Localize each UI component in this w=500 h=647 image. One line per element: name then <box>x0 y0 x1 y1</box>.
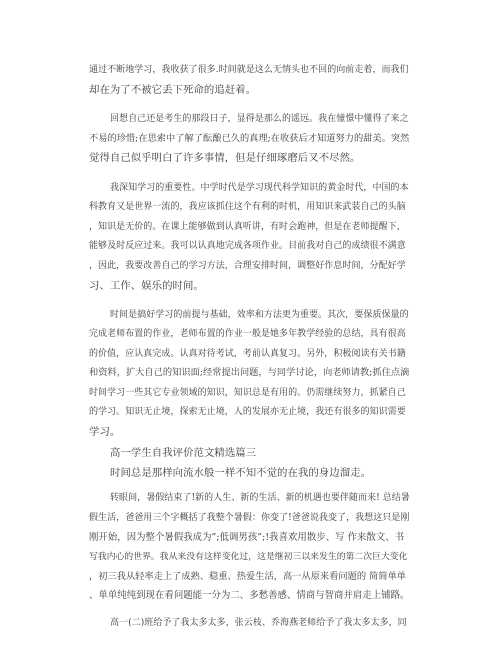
paragraph-3-line-6: 习、工作、娱乐的时间。 <box>89 280 204 292</box>
paragraph-3-line-1: 我深知学习的重要性。中学时代是学习现代科学知识的黄金时代，中国的本 <box>110 183 409 193</box>
paragraph-2-line-3: 觉得自己似乎明白了许多事情，但是仔细琢磨后又不尽然。 <box>89 152 361 164</box>
paragraph-4-line-3: 的价值，应认真完成。认真对待考试，考前认真复习。另外，积极阅读有关书籍 <box>89 349 406 359</box>
paragraph-6-line-4: 写我内心的世界。我从来没有这样变化过，这是继初三以来发生的第二次巨大变化 <box>89 552 408 562</box>
paragraph-6-line-1: 转眼间，暑假结束了!新的人生、新的生活、新的机遇也要伴随而来! 总结暑 <box>110 493 410 503</box>
paragraph-5-line-1: 时间总是那样向流水般一样不知不觉的在我的身边溜走。 <box>110 467 372 479</box>
paragraph-2-line-2: 不易的珍惜;在思索中了解了酝酿已久的真理;在收获后才知道努力的甜美。突然 <box>89 133 410 144</box>
paragraph-4-line-2: 完成老师布置的作业，老师布置的作业一般是她多年教学经验的总结，具有很高 <box>89 329 406 339</box>
paragraph-4-line-5: 时间学习一些其它专业领域的知识，知识总是有用的。仍需继续努力，抓紧自己 <box>89 388 406 398</box>
paragraph-2-line-1: 回想自己还是考生的那段日子，显得是那么的遥远。我在憧憬中懂得了来之 <box>110 114 409 124</box>
paragraph-4-line-6: 的学习。知识无止境，探索无止境，人的发展亦无止境，我还有很多的知识需要 <box>89 407 406 417</box>
paragraph-3-line-4: 能够及时反应过来。我可以认真地完成各项作业。目前我对自己的成绩很不满意 <box>89 241 406 251</box>
paragraph-7-line-1: 高一(二)班给予了我太多太多，张云枝、乔海燕老师给予了我太多太多，同 <box>110 618 407 628</box>
paragraph-4-line-4: 和资料，扩大自己的知识面;经常提出问题，与同学讨论，向老师请教;抓住点滴 <box>89 367 410 378</box>
paragraph-6-line-2: 假生活，爸爸用三个字概括了我整个暑假：你变了!爸爸说我变了，我想这只是刚 <box>89 513 410 523</box>
paragraph-1-line-1: 通过不断地学习，我收获了很多.时间就是这么无情头也不回的向前走着，而我们 <box>89 65 409 75</box>
paragraph-4-line-7: 学习。 <box>89 426 121 438</box>
paragraph-3-line-5: ，因此，我要改善自己的学习方法，合理安排时间，调整好作息时间，分配好学 <box>89 261 406 271</box>
paragraph-3-line-3: ，知识是无价的。在课上能够做到认真听讲，有时会跑神，但是在老师提醒下， <box>89 222 406 232</box>
paragraph-4-line-1: 时间是搞好学习的前提与基础，效率和方法更为重要。其次，要保质保量的 <box>110 310 409 320</box>
paragraph-6-line-6: 、单单纯纯到现在看问题能一分为二、多愁善感、情商与智商并肩走上铺路。 <box>89 590 410 601</box>
paragraph-6-line-5: ，初三我从轻率走上了成熟、稳重、热爱生活，高一从原来看问题的 简简单单 <box>89 571 407 582</box>
section-heading: 高一学生自我评价范文精选篇三 <box>110 447 257 459</box>
paragraph-3-line-2: 科教育又是世界一流的，我应该抓住这个有利的时机，用知识来武装自己的头脑 <box>89 202 406 212</box>
paragraph-1-line-2: 却在为了不被它丢下死命的追赶着。 <box>89 84 257 96</box>
paragraph-6-line-3: 刚开始，因为整个暑假我成为”;低调男孩”;!我喜欢用散步、写 作来散文、书 <box>89 532 405 543</box>
